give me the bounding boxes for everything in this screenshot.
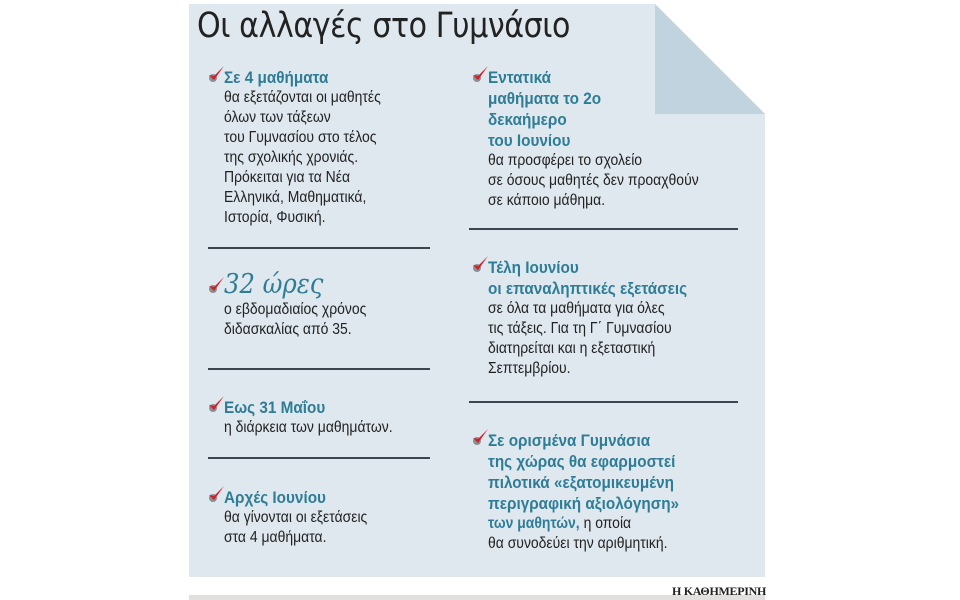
item-text: η οποία — [579, 515, 632, 532]
item-text: στα 4 μαθήματα. — [224, 529, 327, 546]
item-text: Πρόκειται για τα Νέα — [224, 169, 351, 186]
item-heading: μαθήματα το 2ο — [488, 89, 602, 108]
divider — [208, 247, 430, 249]
left-item-4 — [224, 487, 383, 548]
item-text: Σεπτεμβρίου. — [488, 360, 571, 377]
item-heading: της χώρας θα εφαρμοστεί — [488, 452, 676, 471]
item-text: η διάρκεια των μαθημάτων. — [224, 419, 393, 436]
item-heading: Σε 4 μαθήματα — [224, 68, 329, 87]
item-heading: οι επαναληπτικές εξετάσεις — [488, 279, 688, 298]
item-text: σε όσους μαθητές δεν προαχθούν — [488, 172, 699, 189]
item-text: του Γυμνασίου στο τέλος — [224, 129, 377, 146]
item-heading: του Ιουνίου — [488, 131, 571, 150]
item-text: σε κάποιο μάθημα. — [488, 192, 606, 209]
left-item-1 — [224, 67, 398, 228]
item-text: της σχολικής χρονιάς. — [224, 149, 359, 166]
item-text: θα συνοδεύει την αριθμητική. — [488, 535, 668, 552]
item-text: ο εβδομαδιαίος χρόνος — [224, 301, 367, 318]
divider — [208, 457, 430, 459]
item-text: όλων των τάξεων — [224, 109, 331, 126]
divider — [469, 401, 738, 403]
item-heading: 32 ώρες — [224, 269, 324, 300]
item-heading: Εως 31 Μαΐου — [224, 398, 326, 417]
left-item-2 — [224, 270, 382, 340]
brand-logo: Η ΚΑΘΗΜΕΡΙΝΗ — [672, 584, 767, 598]
item-text: τις τάξεις. Για τη Γ΄ Γυμνασίου — [488, 320, 672, 337]
item-text: Ελληνικά, Μαθηματικά, — [224, 189, 367, 206]
item-heading: Τέλη Ιουνίου — [488, 258, 579, 277]
page-title: Οι αλλαγές στο Γυμνάσιο — [197, 6, 571, 46]
item-text: διατηρείται και η εξεταστική — [488, 340, 656, 357]
item-heading: Σε ορισμένα Γυμνάσια — [488, 431, 651, 450]
item-heading: των μαθητών, — [488, 515, 580, 532]
item-text: θα εξετάζονται οι μαθητές — [224, 89, 381, 106]
item-heading: Αρχές Ιουνίου — [224, 488, 326, 507]
mixed-line — [488, 514, 679, 534]
item-text: σε όλα τα μαθήματα για όλες — [488, 300, 665, 317]
item-heading: περιγραφική αξιολόγηση» — [488, 494, 680, 513]
left-item-3 — [224, 397, 411, 438]
item-heading: δεκαήμερο — [488, 110, 567, 129]
divider — [208, 368, 430, 370]
item-heading: πιλοτικά «εξατομικευμένη — [488, 473, 674, 492]
item-text: Ιστορία, Φυσική. — [224, 209, 326, 226]
item-text: θα γίνονται οι εξετάσεις — [224, 509, 368, 526]
item-text: διδασκαλίας από 35. — [224, 321, 352, 338]
item-heading: Εντατικά — [488, 68, 552, 87]
divider — [469, 228, 738, 230]
right-item-1 — [488, 67, 722, 211]
right-item-2 — [488, 257, 709, 379]
item-text: θα προσφέρει το σχολείο — [488, 152, 643, 169]
right-item-3 — [488, 430, 700, 554]
